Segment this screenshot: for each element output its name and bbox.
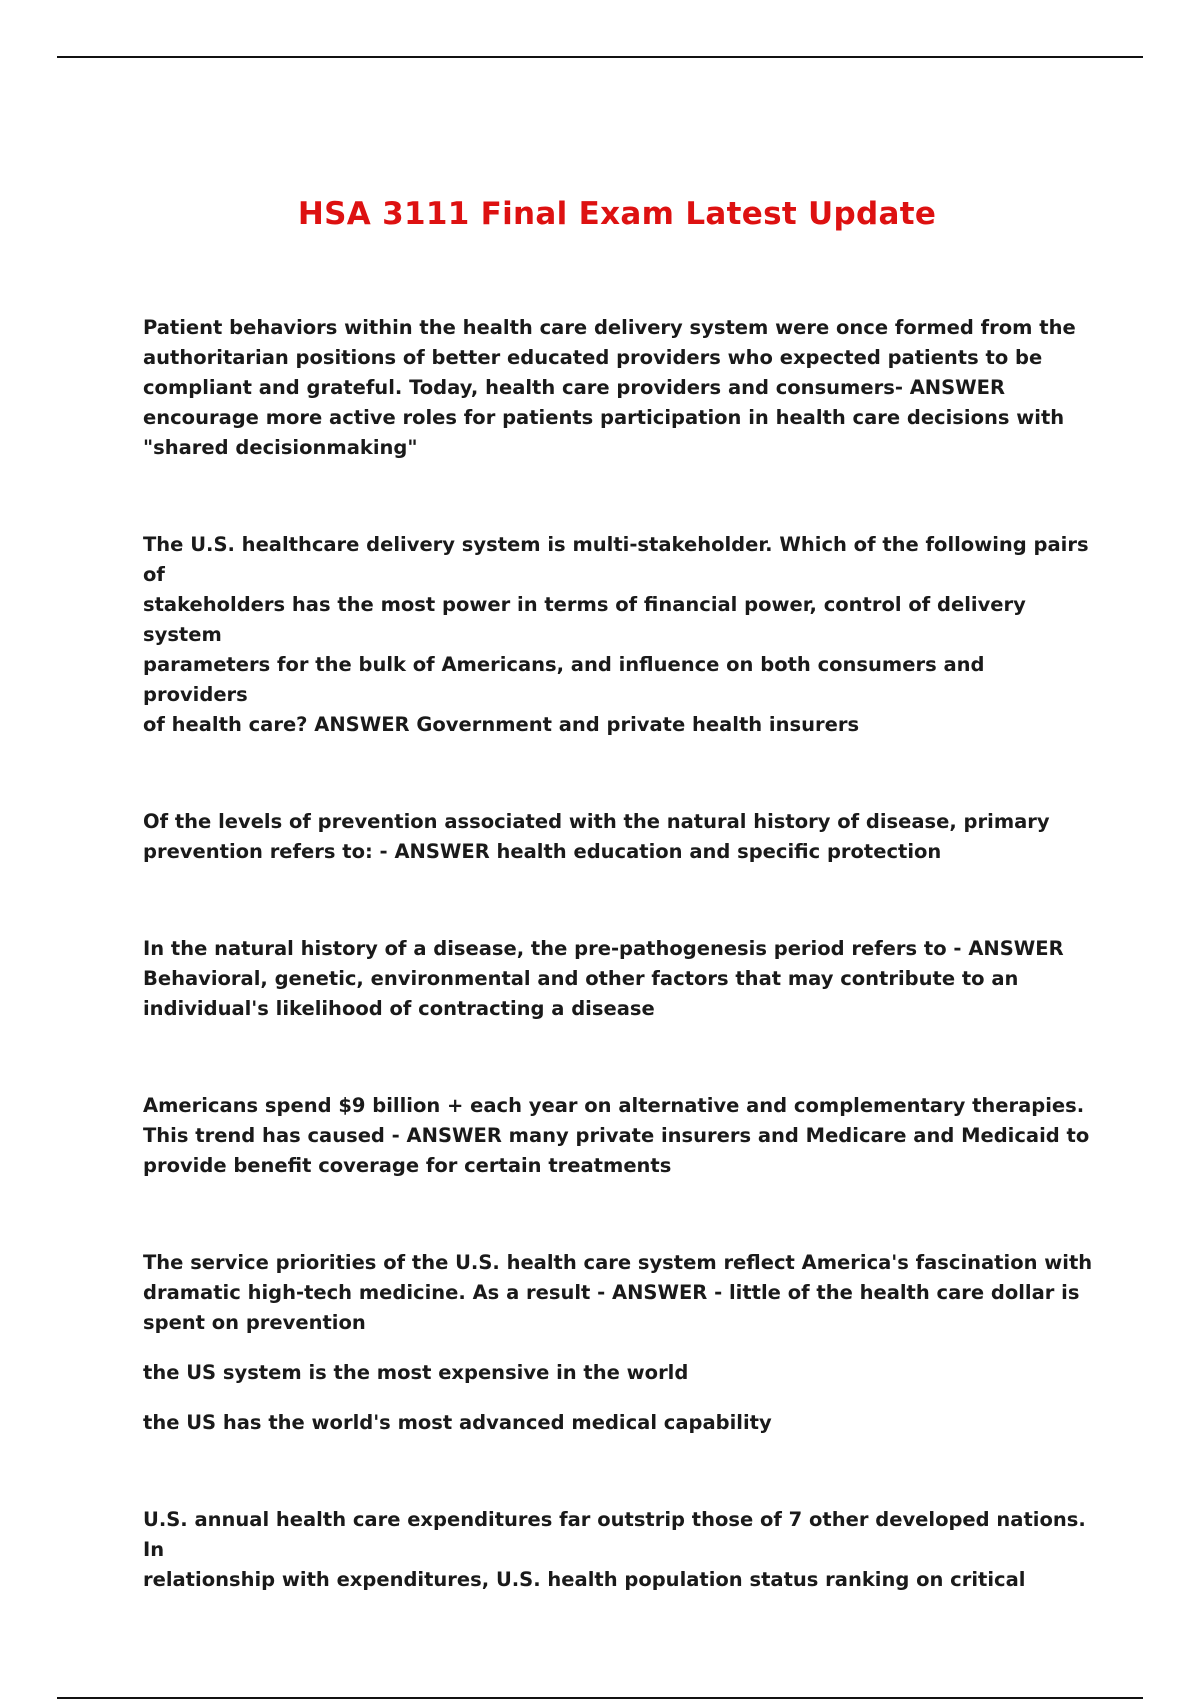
qa-item bbox=[143, 1091, 1093, 1181]
page-title: HSA 3111 Final Exam Latest Update bbox=[297, 196, 937, 232]
text-line: the US system is the most expensive in the world bbox=[143, 1361, 689, 1384]
qa-item bbox=[143, 1248, 1093, 1438]
text-line: The service priorities of the U.S. health care system reflect America's fascination with bbox=[143, 1251, 1093, 1274]
text-line: Behavioral, genetic, environmental and other factors that may contribute to an bbox=[143, 967, 1019, 990]
text-line: spent on prevention bbox=[143, 1311, 366, 1334]
top-rule bbox=[57, 56, 1143, 58]
text-line: the US has the world's most advanced medical capability bbox=[143, 1411, 772, 1434]
qa-item bbox=[143, 313, 1093, 463]
qa-item bbox=[143, 530, 1093, 740]
text-line: "shared decisionmaking" bbox=[143, 436, 418, 459]
text-line: relationship with expenditures, U.S. health population status ranking on critical bbox=[143, 1568, 1026, 1591]
text-line: encourage more active roles for patients participation in health care decisions with bbox=[143, 406, 1065, 429]
text-line: Patient behaviors within the health care delivery system were once formed from the bbox=[143, 316, 1076, 339]
text-line: provide benefit coverage for certain treatments bbox=[143, 1154, 672, 1177]
text-line: The U.S. healthcare delivery system is multi-stakeholder. Which of the following pairs of bbox=[143, 533, 1089, 586]
qa-item bbox=[143, 807, 1093, 867]
text-line: individual's likelihood of contracting a disease bbox=[143, 997, 655, 1020]
text-line: Of the levels of prevention associated with the natural history of disease, primary bbox=[143, 810, 1050, 833]
qa-item bbox=[143, 1505, 1093, 1595]
text-line: Americans spend $9 billion + each year on alternative and complementary therapies. bbox=[143, 1094, 1085, 1117]
text-line: prevention refers to: - ANSWER health education and specific protection bbox=[143, 840, 942, 863]
text-line: dramatic high-tech medicine. As a result - ANSWER - little of the health care dollar is bbox=[143, 1281, 1080, 1304]
bottom-rule bbox=[57, 1697, 1143, 1699]
text-line: compliant and grateful. Today, health care providers and consumers- ANSWER bbox=[143, 376, 1006, 399]
document-body bbox=[143, 313, 1093, 1595]
text-line: U.S. annual health care expenditures far outstrip those of 7 other developed nations. In bbox=[143, 1508, 1086, 1561]
text-line: This trend has caused - ANSWER many private insurers and Medicare and Medicaid to bbox=[143, 1124, 1090, 1147]
qa-item bbox=[143, 934, 1093, 1024]
text-line: stakeholders has the most power in terms of financial power, control of delivery system bbox=[143, 593, 1026, 646]
text-line: In the natural history of a disease, the pre-pathogenesis period refers to - ANSWER bbox=[143, 937, 1064, 960]
text-line: authoritarian positions of better educated providers who expected patients to be bbox=[143, 346, 1043, 369]
text-line: of health care? ANSWER Government and private health insurers bbox=[143, 713, 860, 736]
text-line: parameters for the bulk of Americans, and influence on both consumers and providers bbox=[143, 653, 985, 706]
